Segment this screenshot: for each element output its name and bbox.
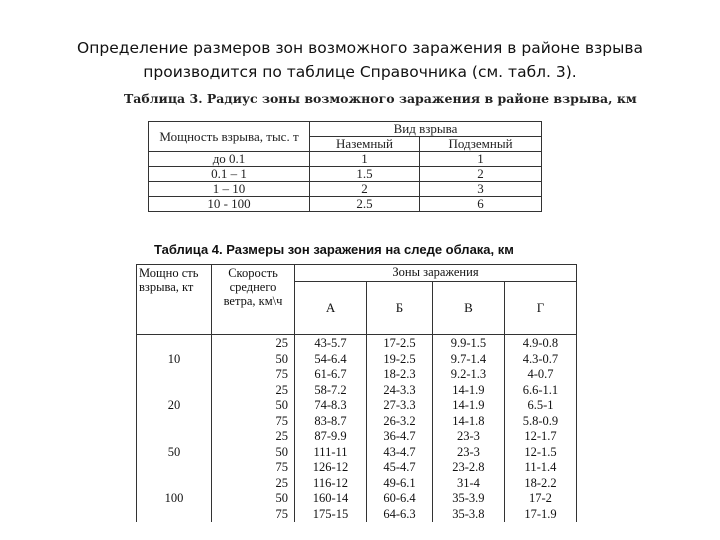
table3-header-power: Мощность взрыва, тыс. т (149, 122, 310, 152)
table4-cell-zone-a: 43-5.7 (295, 335, 367, 352)
table4-header-speed: Скорость среднего ветра, км\ч (212, 265, 295, 335)
table4-cell-zone-v: 23-3 (432, 429, 504, 445)
table4-header-zones: Зоны заражения (295, 265, 577, 282)
table3-cell-power: до 0.1 (149, 152, 310, 167)
table4-row (137, 507, 577, 523)
table4-row (137, 352, 577, 368)
table4-cell-zone-g: 5.8-0.9 (504, 414, 576, 430)
table4-cell-zone-v: 31-4 (432, 476, 504, 492)
table4-cell-zone-b: 49-6.1 (367, 476, 433, 492)
table4-cell-power (137, 414, 212, 430)
table3-cell-ground: 2.5 (310, 197, 420, 212)
table4-cell-zone-v: 23-3 (432, 445, 504, 461)
table4-cell-zone-g: 6.6-1.1 (504, 383, 576, 399)
table4-cell-zone-g: 4-0.7 (504, 367, 576, 383)
table3-header-ground: Наземный (310, 137, 420, 152)
table4-cell-power (137, 507, 212, 523)
table4-row (137, 460, 577, 476)
table4-row (137, 383, 577, 399)
table4-cell-zone-v: 9.9-1.5 (432, 335, 504, 352)
table4-header-power: Мощно сть взрыва, кт (137, 265, 212, 335)
table4-cell-zone-b: 19-2.5 (367, 352, 433, 368)
table4-row (137, 414, 577, 430)
table4-cell-zone-a: 83-8.7 (295, 414, 367, 430)
table4-cell-speed: 75 (212, 507, 295, 523)
table4-row (137, 429, 577, 445)
table4-cell-zone-b: 45-4.7 (367, 460, 433, 476)
table4-cell-zone-b: 18-2.3 (367, 367, 433, 383)
heading-line-1: Определение размеров зон возможного заражения в районе взрыва (77, 39, 643, 57)
table4-cell-zone-b: 24-3.3 (367, 383, 433, 399)
table4-cell-zone-v: 9.7-1.4 (432, 352, 504, 368)
table4-row (137, 367, 577, 383)
table4-cell-speed: 25 (212, 383, 295, 399)
table4-zone-b: Б (367, 282, 433, 335)
table4-cell-power: 100 (137, 491, 212, 507)
table4-cell-power (137, 429, 212, 445)
table4-cell-power (137, 383, 212, 399)
table4-cell-zone-b: 27-3.3 (367, 398, 433, 414)
table3-caption: Таблица 3. Радиус зоны возможного заражения в районе взрыва, км (124, 91, 637, 106)
table4-cell-zone-b: 60-6.4 (367, 491, 433, 507)
table4-cell-zone-g: 12-1.7 (504, 429, 576, 445)
table3-row (149, 197, 542, 212)
table4-cell-zone-b: 36-4.7 (367, 429, 433, 445)
table4-cell-zone-b: 43-4.7 (367, 445, 433, 461)
table4-cell-zone-g: 17-1.9 (504, 507, 576, 523)
table4-cell-power (137, 367, 212, 383)
table4-cell-speed: 75 (212, 367, 295, 383)
table4-cell-zone-g: 4.9-0.8 (504, 335, 576, 352)
table4-cell-zone-v: 14-1.8 (432, 414, 504, 430)
table4-cell-zone-v: 14-1.9 (432, 383, 504, 399)
table3-row (149, 167, 542, 182)
table4-cell-zone-a: 111-11 (295, 445, 367, 461)
table4-cell-power: 50 (137, 445, 212, 461)
table4-cell-speed: 50 (212, 491, 295, 507)
table4-cell-zone-a: 87-9.9 (295, 429, 367, 445)
table4-zone-v: В (432, 282, 504, 335)
table4-cell-zone-v: 14-1.9 (432, 398, 504, 414)
table4-cell-speed: 25 (212, 429, 295, 445)
table3-header-underground: Подземный (420, 137, 542, 152)
table4-cell-power (137, 335, 212, 352)
table4-cell-zone-v: 9.2-1.3 (432, 367, 504, 383)
table3-row (149, 152, 542, 167)
table4-cell-zone-g: 11-1.4 (504, 460, 576, 476)
table4-cell-zone-g: 17-2 (504, 491, 576, 507)
table4-cell-speed: 25 (212, 476, 295, 492)
table4-zone-a: А (295, 282, 367, 335)
table4-row (137, 445, 577, 461)
table3-row (149, 182, 542, 197)
table4-cell-speed: 75 (212, 414, 295, 430)
table4-cell-zone-a: 58-7.2 (295, 383, 367, 399)
table3-cell-ground: 1.5 (310, 167, 420, 182)
table3-cell-power: 1 – 10 (149, 182, 310, 197)
table4-cell-zone-a: 126-12 (295, 460, 367, 476)
table4-cell-speed: 50 (212, 398, 295, 414)
table4-row (137, 476, 577, 492)
heading-line-2: производится по таблице Справочника (см. табл. 3). (143, 63, 577, 81)
table4-row (137, 491, 577, 507)
page-heading (0, 36, 720, 84)
table4-caption: Таблица 4. Размеры зон заражения на следе облака, км (154, 242, 514, 257)
table4-cell-zone-g: 4.3-0.7 (504, 352, 576, 368)
table3-cell-underground: 6 (420, 197, 542, 212)
table4-cell-speed: 25 (212, 335, 295, 352)
table4-cell-speed: 75 (212, 460, 295, 476)
table4-cell-zone-a: 116-12 (295, 476, 367, 492)
table3-explosion-radius (148, 121, 542, 212)
table4-cell-zone-v: 35-3.9 (432, 491, 504, 507)
table4-cell-power (137, 460, 212, 476)
table3-cell-underground: 3 (420, 182, 542, 197)
table4-cell-zone-a: 74-8.3 (295, 398, 367, 414)
table3-cell-power: 0.1 – 1 (149, 167, 310, 182)
table4-cell-zone-a: 54-6.4 (295, 352, 367, 368)
table4-cell-zone-b: 64-6.3 (367, 507, 433, 523)
table3-header-kind: Вид взрыва (310, 122, 542, 137)
table4-cell-speed: 50 (212, 445, 295, 461)
table4-cell-zone-g: 12-1.5 (504, 445, 576, 461)
table4-row (137, 398, 577, 414)
table3-cell-ground: 2 (310, 182, 420, 197)
table4-cell-power: 10 (137, 352, 212, 368)
table4-contamination-zones (136, 264, 577, 522)
table4-cell-zone-b: 26-3.2 (367, 414, 433, 430)
table4-cell-zone-a: 61-6.7 (295, 367, 367, 383)
table4-row (137, 335, 577, 352)
table4-zone-g: Г (504, 282, 576, 335)
table3-cell-ground: 1 (310, 152, 420, 167)
table3-cell-power: 10 - 100 (149, 197, 310, 212)
table4-cell-speed: 50 (212, 352, 295, 368)
table4-cell-zone-v: 23-2.8 (432, 460, 504, 476)
table4-cell-zone-g: 6.5-1 (504, 398, 576, 414)
table4-cell-zone-b: 17-2.5 (367, 335, 433, 352)
table4-cell-zone-a: 175-15 (295, 507, 367, 523)
table4-cell-power (137, 476, 212, 492)
table4-cell-zone-v: 35-3.8 (432, 507, 504, 523)
table3-cell-underground: 1 (420, 152, 542, 167)
table4-cell-zone-a: 160-14 (295, 491, 367, 507)
table4-cell-power: 20 (137, 398, 212, 414)
table4-cell-zone-g: 18-2.2 (504, 476, 576, 492)
table3-cell-underground: 2 (420, 167, 542, 182)
